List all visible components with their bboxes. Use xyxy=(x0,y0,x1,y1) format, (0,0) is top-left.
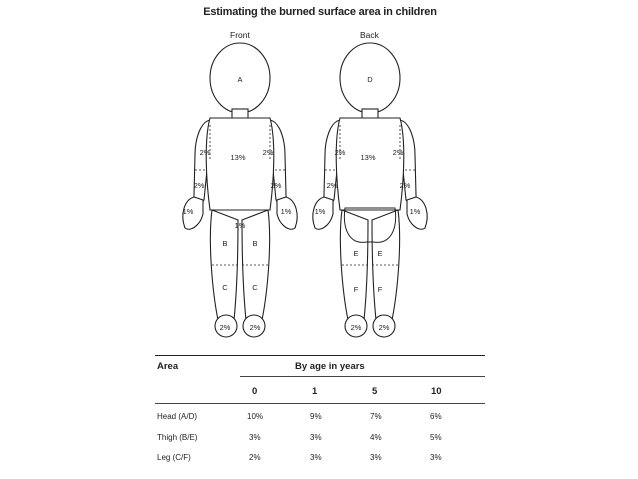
row-head-age-10: 6% xyxy=(430,412,442,421)
front-forearm-right: 2% xyxy=(270,181,282,190)
row-thigh-age-10: 5% xyxy=(430,433,442,442)
area-column-header: Area xyxy=(157,361,179,372)
row-leg-age-0: 2% xyxy=(249,453,261,462)
back-hand-left: 1% xyxy=(314,207,326,216)
front-upper-arm-left: 2% xyxy=(199,148,211,157)
figure-title: Estimating the burned surface area in children xyxy=(203,6,437,18)
front-head-label: A xyxy=(237,75,243,84)
row-leg-age-1: 3% xyxy=(310,453,322,462)
row-thigh-area: Thigh (B/E) xyxy=(157,433,198,442)
back-upper-arm-left: 2% xyxy=(334,148,346,157)
row-leg-area: Leg (C/F) xyxy=(157,453,191,462)
back-forearm-left: 2% xyxy=(326,181,338,190)
age-1-header: 1 xyxy=(312,386,318,397)
front-hand-left: 1% xyxy=(182,207,194,216)
row-thigh-age-5: 4% xyxy=(370,433,382,442)
row-thigh-age-0: 3% xyxy=(249,433,261,442)
back-body-figure xyxy=(313,43,427,337)
front-foot-right: 2% xyxy=(249,323,261,332)
front-thigh-left: B xyxy=(222,239,228,248)
front-genitals-label: 1% xyxy=(234,221,246,230)
back-upper-arm-right: 2% xyxy=(392,148,404,157)
age-group-header: By age in years xyxy=(295,361,365,372)
front-trunk-label: 13% xyxy=(230,153,246,162)
row-leg-age-10: 3% xyxy=(430,453,442,462)
age-5-header: 5 xyxy=(372,386,378,397)
age-header-rule xyxy=(240,376,485,377)
front-body-figure xyxy=(183,43,297,337)
front-foot-left: 2% xyxy=(219,323,231,332)
row-head-age-5: 7% xyxy=(370,412,382,421)
front-upper-arm-right: 2% xyxy=(262,148,274,157)
front-leg-left: C xyxy=(222,283,228,292)
back-leg-left: F xyxy=(353,285,359,294)
back-label: Back xyxy=(360,30,379,40)
back-trunk-label: 13% xyxy=(360,153,376,162)
front-thigh-right: B xyxy=(252,239,258,248)
row-head-age-1: 9% xyxy=(310,412,322,421)
front-hand-right: 1% xyxy=(280,207,292,216)
back-thigh-left: E xyxy=(353,249,359,258)
row-thigh-age-1: 3% xyxy=(310,433,322,442)
back-head-label: D xyxy=(367,75,373,84)
front-leg-right: C xyxy=(252,283,258,292)
front-forearm-left: 2% xyxy=(193,181,205,190)
age-0-header: 0 xyxy=(252,386,258,397)
row-head-age-0: 10% xyxy=(247,412,264,421)
back-foot-left: 2% xyxy=(350,323,362,332)
back-leg-right: F xyxy=(377,285,383,294)
back-foot-right: 2% xyxy=(378,323,390,332)
table-header-rule xyxy=(155,403,485,404)
row-head-area: Head (A/D) xyxy=(157,412,198,421)
back-hand-right: 1% xyxy=(409,207,421,216)
table-top-rule xyxy=(155,355,485,356)
back-forearm-right: 2% xyxy=(399,181,411,190)
row-leg-age-5: 3% xyxy=(370,453,382,462)
age-10-header: 10 xyxy=(431,386,442,397)
back-thigh-right: E xyxy=(377,249,383,258)
front-label: Front xyxy=(230,30,250,40)
